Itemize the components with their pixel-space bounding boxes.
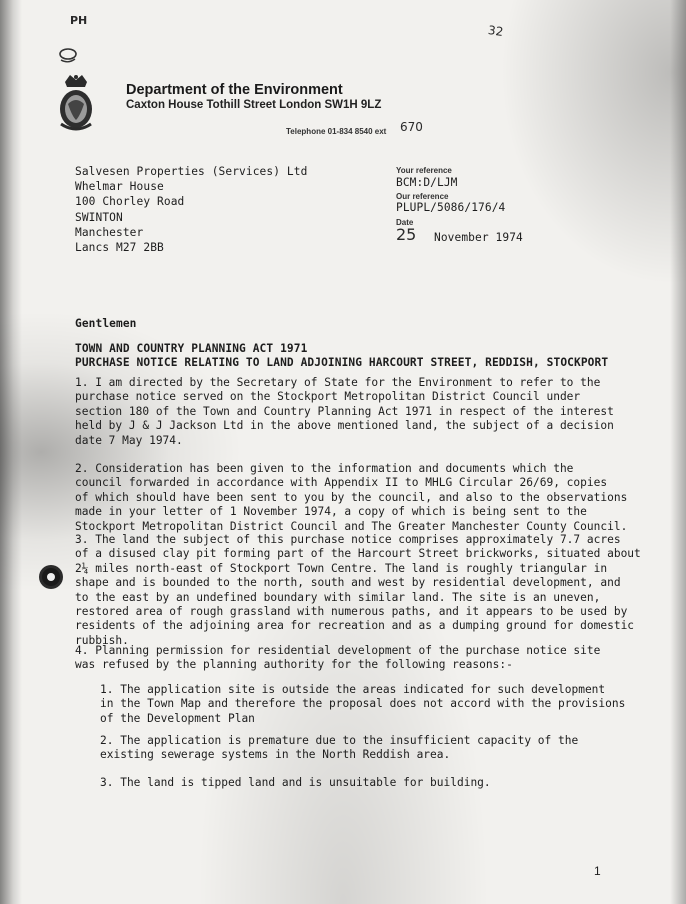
paragraph-line: was refused by the planning authority for the following reasons:- bbox=[75, 658, 513, 672]
reason-line: 1. The application site is outside the areas indicated for such development bbox=[100, 683, 606, 696]
paragraph-2 bbox=[75, 462, 628, 534]
reason-line: in the Town Map and therefore the proposal does not accord with the provisions bbox=[100, 697, 626, 711]
handwritten-folio-number: 32 bbox=[487, 23, 505, 39]
royal-crest-icon bbox=[53, 72, 99, 134]
paragraph-line: of a disused clay pit forming part of the Harcourt Street brickworks, situated about bbox=[75, 547, 641, 561]
date-day-handwritten: 25 bbox=[396, 225, 417, 244]
paragraph-3 bbox=[75, 533, 641, 648]
paragraph-line: 1. I am directed by the Secretary of State for the Environment to refer to the bbox=[75, 376, 601, 389]
page-number: 1 bbox=[594, 864, 601, 878]
recipient-line: Salvesen Properties (Services) Ltd bbox=[75, 165, 308, 178]
your-reference-value: BCM:D/LJM bbox=[396, 176, 458, 189]
paragraph-line: date 7 May 1974. bbox=[75, 433, 183, 447]
reason-2 bbox=[100, 734, 600, 763]
handwritten-initials: PH bbox=[70, 14, 88, 27]
paragraph-line: made in your letter of 1 November 1974, a copy of which is being sent to the bbox=[75, 505, 587, 519]
reason-3 bbox=[100, 776, 600, 790]
date-label: Date bbox=[396, 218, 414, 227]
recipient-line: Whelmar House bbox=[75, 180, 164, 194]
handwritten-circle-mark bbox=[55, 40, 81, 66]
reason-line: 3. The land is tipped land and is unsuitable for building. bbox=[100, 776, 491, 789]
letterhead-address: Caxton House Tothill Street London SW1H 9LZ bbox=[126, 99, 382, 111]
paragraph-line: to the east by an undefined boundary with similar land. The site is an uneven, bbox=[75, 590, 601, 604]
reason-line: existing sewerage systems in the North Reddish area. bbox=[100, 748, 451, 762]
punch-hole bbox=[42, 568, 60, 586]
paragraph-1 bbox=[75, 376, 614, 448]
paragraph-line: held by J & J Jackson Ltd in the above mentioned land, the subject of a decision bbox=[75, 419, 614, 433]
paragraph-line: rubbish. bbox=[75, 633, 129, 647]
paragraph-line: Stockport Metropolitan District Council and The Greater Manchester County Council. bbox=[75, 519, 628, 533]
telephone-extension: 670 bbox=[400, 120, 423, 134]
recipient-line: Manchester bbox=[75, 225, 144, 239]
paragraph-line: purchase notice served on the Stockport Metropolitan District Council under bbox=[75, 390, 581, 404]
reason-line: 2. The application is premature due to the insufficient capacity of the bbox=[100, 734, 579, 747]
date-month-year: November 1974 bbox=[434, 231, 523, 244]
paragraph-line: council forwarded in accordance with Appendix II to MHLG Circular 26/69, copies bbox=[75, 476, 608, 490]
scan-shadow-right bbox=[670, 0, 686, 904]
reason-line: of the Development Plan bbox=[100, 711, 255, 725]
paragraph-line: 3. The land the subject of this purchase notice comprises approximately 7.7 acres bbox=[75, 533, 621, 546]
paragraph-line: of which should have been sent to you by the council, and also to the observations bbox=[75, 490, 628, 504]
paragraph-line: restored area of rough grassland with numerous paths, and it appears to be used by bbox=[75, 605, 628, 619]
our-reference-value: PLUPL/5086/176/4 bbox=[396, 201, 506, 214]
letterhead-telephone-label: Telephone 01-834 8540 ext bbox=[286, 127, 387, 136]
salutation: Gentlemen bbox=[75, 317, 137, 330]
recipient-line: SWINTON bbox=[75, 210, 123, 224]
recipient-address-block bbox=[75, 164, 307, 255]
subject-line-1: TOWN AND COUNTRY PLANNING ACT 1971 bbox=[75, 342, 308, 355]
scan-shadow-left bbox=[0, 0, 22, 904]
letterhead-department: Department of the Environment bbox=[126, 82, 343, 98]
subject-line-2: PURCHASE NOTICE RELATING TO LAND ADJOINING HARCOURT STREET, REDDISH, STOCKPORT bbox=[75, 356, 609, 369]
paragraph-line: 2¼ miles north-east of Stockport Town Centre. The land is roughly triangular in bbox=[75, 561, 608, 575]
paragraph-line: section 180 of the Town and Country Planning Act 1971 in respect of the interest bbox=[75, 404, 614, 418]
paragraph-line: shape and is bounded to the north, south and west by residential development, and bbox=[75, 576, 621, 590]
our-reference-label: Our reference bbox=[396, 192, 449, 201]
recipient-line: Lancs M27 2BB bbox=[75, 241, 164, 255]
reason-1 bbox=[100, 683, 626, 726]
paragraph-4 bbox=[75, 644, 601, 673]
paragraph-line: residents of the adjoining area for recreation and as a dumping ground for domestic bbox=[75, 619, 635, 633]
your-reference-label: Your reference bbox=[396, 166, 452, 175]
recipient-line: 100 Chorley Road bbox=[75, 195, 185, 209]
paragraph-line: 2. Consideration has been given to the information and documents which the bbox=[75, 462, 574, 475]
paragraph-line: 4. Planning permission for residential development of the purchase notice site bbox=[75, 644, 601, 657]
